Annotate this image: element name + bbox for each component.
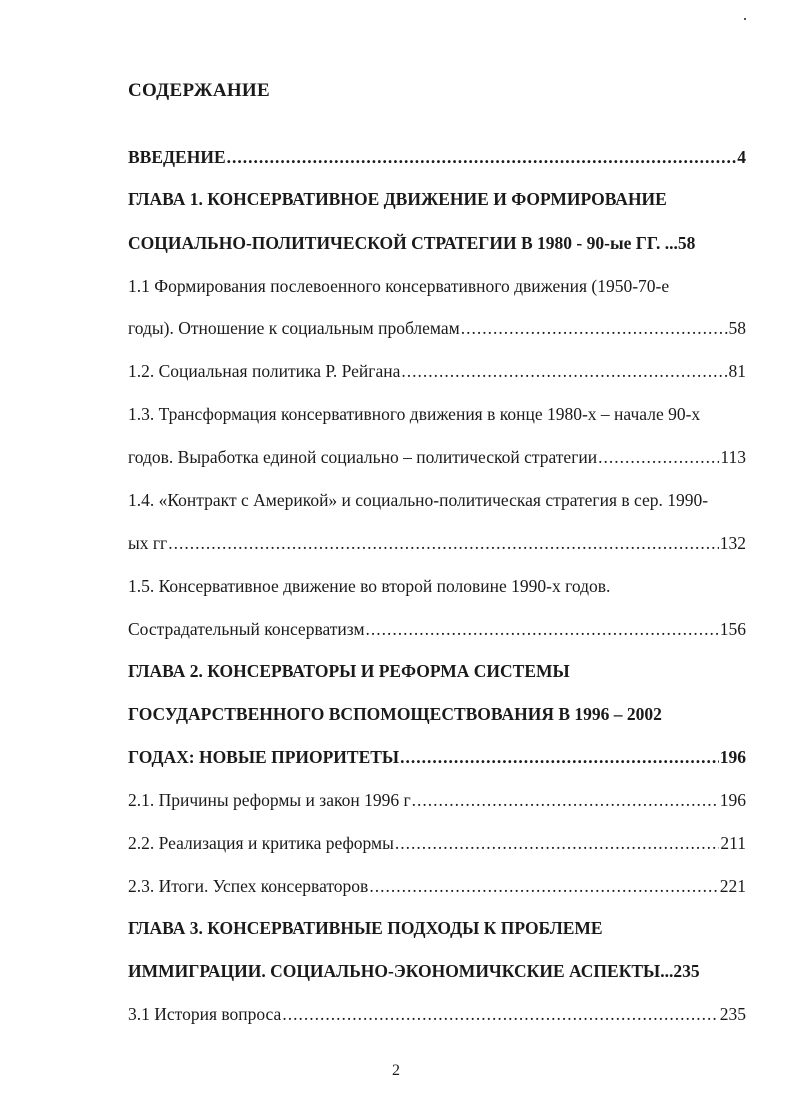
- dot-leader: [401, 360, 727, 382]
- toc-chapter-2-heading[interactable]: ГЛАВА 2. КОНСЕРВАТОРЫ И РЕФОРМА СИСТЕМЫ: [128, 661, 570, 681]
- toc-chapter-3-heading[interactable]: ГЛАВА 3. КОНСЕРВАТИВНЫЕ ПОДХОДЫ К ПРОБЛЕМЕ: [128, 918, 603, 938]
- toc-section-1-4-cont[interactable]: [128, 532, 746, 554]
- toc-page-number: 81: [728, 361, 746, 381]
- toc-section-2-3[interactable]: [128, 875, 746, 897]
- page-title: СОДЕРЖАНИЕ: [128, 80, 270, 101]
- toc-page-number: 113: [720, 447, 746, 467]
- toc-chapter-1-heading[interactable]: ГЛАВА 1. КОНСЕРВАТИВНОЕ ДВИЖЕНИЕ И ФОРМИРОВАНИЕ: [128, 189, 667, 209]
- dot-leader: [461, 317, 728, 339]
- toc-section-3-1[interactable]: [128, 1003, 746, 1025]
- toc-page-number: 4: [737, 147, 746, 167]
- page-number: 2: [392, 1062, 400, 1079]
- toc-section-1-4[interactable]: 1.4. «Контракт с Америкой» и социально-политическая стратегия в сер. 1990-: [128, 490, 709, 510]
- toc-section-1-1-cont[interactable]: [128, 317, 746, 339]
- toc-page-number: 132: [719, 533, 746, 553]
- toc-page-number: 235: [719, 1004, 746, 1024]
- toc-page-number: 58: [728, 318, 746, 338]
- toc-page-number: 196: [719, 790, 746, 810]
- dot-leader: [598, 446, 719, 468]
- toc-section-2-2[interactable]: [128, 832, 746, 854]
- toc-chapter-2-heading-end[interactable]: [128, 746, 746, 768]
- scan-speck: [744, 18, 746, 20]
- toc-section-1-1[interactable]: 1.1 Формирования послевоенного консервативного движения (1950-70-е: [128, 276, 670, 296]
- toc-section-2-1[interactable]: [128, 789, 746, 811]
- dot-leader: [395, 832, 720, 854]
- toc-entry-text: 1.2. Социальная политика Р. Рейгана: [128, 361, 401, 381]
- dot-leader: [369, 875, 718, 897]
- toc-entry-text: ВВЕДЕНИЕ: [128, 147, 226, 167]
- toc-page-number: 156: [719, 619, 746, 639]
- dot-leader: [412, 789, 719, 811]
- toc-entry-text: Сострадательный консерватизм: [128, 619, 365, 639]
- toc-section-1-3[interactable]: 1.3. Трансформация консервативного движения в конце 1980-х – начале 90-х: [128, 404, 701, 424]
- toc-section-1-2[interactable]: [128, 360, 746, 382]
- dot-leader: [400, 746, 719, 768]
- toc-entry-text: ГОДАХ: НОВЫЕ ПРИОРИТЕТЫ: [128, 747, 400, 767]
- toc-chapter-2-heading-cont[interactable]: ГОСУДАРСТВЕННОГО ВСПОМОЩЕСТВОВАНИЯ В 1996 – 2002: [128, 704, 662, 724]
- toc-section-1-5[interactable]: 1.5. Консервативное движение во второй половине 1990-х годов.: [128, 576, 611, 596]
- toc-section-1-3-cont[interactable]: [128, 446, 746, 468]
- toc-entry-text: 2.1. Причины реформы и закон 1996 г: [128, 790, 411, 810]
- toc-entry-text: 2.2. Реализация и критика реформы: [128, 833, 394, 853]
- toc-entry-text: 2.3. Итоги. Успех консерваторов: [128, 876, 369, 896]
- toc-section-1-5-cont[interactable]: [128, 618, 746, 640]
- toc-page-number: 221: [719, 876, 746, 896]
- toc-chapter-3-heading-cont[interactable]: ИММИГРАЦИИ. СОЦИАЛЬНО-ЭКОНОМИЧКСКИЕ АСПЕКТЫ...235: [128, 961, 700, 981]
- toc-page-number: 196: [719, 747, 746, 767]
- toc-entry-introduction[interactable]: [128, 146, 746, 168]
- dot-leader: [227, 146, 737, 168]
- toc-entry-text: 3.1 История вопроса: [128, 1004, 282, 1024]
- dot-leader: [282, 1003, 718, 1025]
- dot-leader: [168, 532, 719, 554]
- dot-leader: [366, 618, 719, 640]
- toc-page-number: 211: [720, 833, 746, 853]
- toc-entry-text: ых гг: [128, 533, 168, 553]
- toc-entry-text: годы). Отношение к социальным проблемам: [128, 318, 460, 338]
- toc-chapter-1-heading-cont[interactable]: СОЦИАЛЬНО-ПОЛИТИЧЕСКОЙ СТРАТЕГИИ В 1980 - 90-ые ГГ. ...58: [128, 233, 696, 253]
- toc-entry-text: годов. Выработка единой социально – политической стратегии: [128, 447, 598, 467]
